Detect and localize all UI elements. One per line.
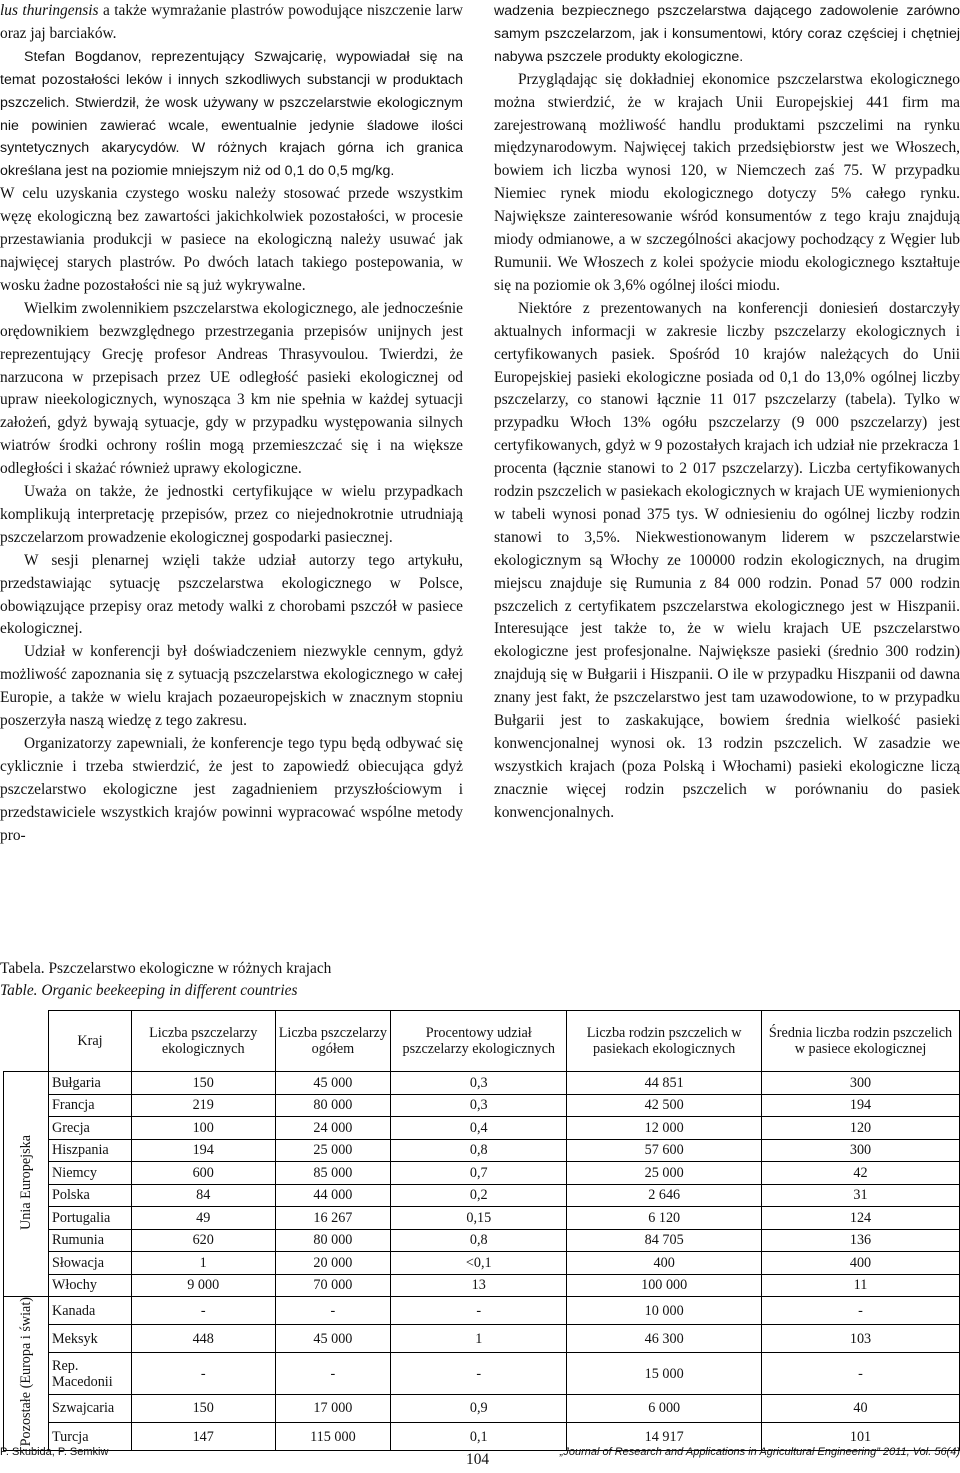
value-cell: 100 000 (567, 1274, 762, 1297)
column-header: Średnia liczba rodzin pszczelich w pasiece ekologicznej (762, 1011, 960, 1072)
table-row (4, 1184, 960, 1207)
value-cell: 11 (762, 1274, 960, 1297)
value-cell: 0,8 (391, 1229, 567, 1252)
paragraph: Stefan Bogdanov, reprezentujący Szwajcarię, wypowiadał się na temat pozostałości leków i innych szkodliwych substancji w produktach pszczelich. Stwierdził, że wosk używany w pszczelarstwie ekologicznym nie powinien zawierać wcale, ewentualnie jedynie śladowe ilości syntetycznych akarycydów. W różnych krajach górna ich granica określana jest na poziomie mniejszym niż od 0,1 do 0,5 mg/kg. (0, 48, 463, 180)
value-cell: 42 500 (567, 1094, 762, 1117)
value-cell: 46 300 (567, 1325, 762, 1353)
value-cell: 0,8 (391, 1139, 567, 1162)
value-cell: - (391, 1297, 567, 1325)
table-row (4, 1353, 960, 1394)
table-header-row (4, 1011, 960, 1072)
country-cell: Rep. Macedonii (49, 1353, 132, 1394)
value-cell: 20 000 (275, 1252, 391, 1275)
row-group-label (4, 1297, 49, 1451)
value-cell: 45 000 (275, 1072, 391, 1095)
value-cell: - (762, 1297, 960, 1325)
header-spacer (4, 1011, 49, 1072)
country-cell: Grecja (49, 1117, 132, 1140)
left-text-column (0, 0, 463, 848)
value-cell: 10 000 (567, 1297, 762, 1325)
country-cell: Portugalia (49, 1207, 132, 1230)
value-cell: 44 000 (275, 1184, 391, 1207)
row-group-label (4, 1072, 49, 1297)
value-cell: 194 (131, 1139, 275, 1162)
value-cell: 150 (131, 1072, 275, 1095)
table-row (4, 1297, 960, 1325)
value-cell: 80 000 (275, 1094, 391, 1117)
group-label-text: Unia Europejska (18, 1134, 34, 1230)
value-cell: 0,7 (391, 1162, 567, 1185)
value-cell: 16 267 (275, 1207, 391, 1230)
value-cell: 80 000 (275, 1229, 391, 1252)
value-cell: 6 000 (567, 1394, 762, 1422)
right-text-column (494, 0, 960, 825)
caption-polish: Tabela. Pszczelarstwo ekologiczne w różnych krajach (0, 960, 332, 977)
value-cell: 24 000 (275, 1117, 391, 1140)
value-cell: 400 (762, 1252, 960, 1275)
value-cell: 600 (131, 1162, 275, 1185)
value-cell: 100 (131, 1117, 275, 1140)
value-cell: 115 000 (275, 1423, 391, 1451)
value-cell: 25 000 (567, 1162, 762, 1185)
value-cell: 103 (762, 1325, 960, 1353)
value-cell: 0,4 (391, 1117, 567, 1140)
value-cell: - (275, 1297, 391, 1325)
value-cell: 0,2 (391, 1184, 567, 1207)
paragraph: W sesji plenarnej wzięli także udział autorzy tego artykułu, przedstawiając sytuację pszczelarstwa ekologicznego w Polsce, obowiązujące przepisy oraz metody walki z chorobami pszczół w pasiece ekologicznej. (0, 551, 463, 638)
value-cell: 9 000 (131, 1274, 275, 1297)
value-cell: 6 120 (567, 1207, 762, 1230)
country-cell: Polska (49, 1184, 132, 1207)
value-cell: 2 646 (567, 1184, 762, 1207)
country-cell: Rumunia (49, 1229, 132, 1252)
column-header: Liczba pszczelarzy ogółem (275, 1011, 391, 1072)
footer-journal: „Journal of Research and Applications in Agricultural Engineering” 2011, Vol. 56(4) (559, 1446, 960, 1458)
value-cell: - (391, 1353, 567, 1394)
value-cell: - (131, 1297, 275, 1325)
value-cell: 300 (762, 1139, 960, 1162)
value-cell: 0,3 (391, 1072, 567, 1095)
organic-beekeeping-table (3, 1010, 960, 1451)
value-cell: 219 (131, 1094, 275, 1117)
country-cell: Słowacja (49, 1252, 132, 1275)
column-header: Liczba pszczelarzy ekologicznych (131, 1011, 275, 1072)
value-cell: 0,1 (391, 1423, 567, 1451)
table-row (4, 1207, 960, 1230)
value-cell: 400 (567, 1252, 762, 1275)
value-cell: 120 (762, 1117, 960, 1140)
country-cell: Francja (49, 1094, 132, 1117)
country-cell: Bułgaria (49, 1072, 132, 1095)
table-row (4, 1274, 960, 1297)
value-cell: 44 851 (567, 1072, 762, 1095)
group-label-text: Pozostałe (Europa i świat) (18, 1297, 34, 1447)
footer-authors: P. Skubida, P. Semkiw (0, 1446, 109, 1458)
value-cell: 57 600 (567, 1139, 762, 1162)
table-row (4, 1162, 960, 1185)
value-cell: 300 (762, 1072, 960, 1095)
paragraph: Przyglądając się dokładniej ekonomice pszczelarstwa ekologicznego można stwierdzić, że w krajach Unii Europejskiej 441 firm ma zarejestrowaną możliwość handlu produktami pszczelimi na rynku międzynarodowym. Najwięcej takich przedsiębiorstw jest we Włoszech, bowiem ich liczba wynosi 120, w Niemczech zaś 75. W przypadku Niemiec rynek miodu ekologicznego dotyczy 5% całego rynku. Największe zainteresowanie wśród konsumentów z tego kraju znajdują miody odmianowe, a w szczególności akacjowy pochodzący z Węgier lub Rumunii. We Włoszech z kolei spożycie miodu ekologicznego kształtuje się na poziomie ok 3,6% ogólnej ilości miodu. (494, 70, 960, 294)
page-number: 104 (466, 1451, 490, 1468)
value-cell: 1 (131, 1252, 275, 1275)
table-row (4, 1094, 960, 1117)
value-cell: 84 (131, 1184, 275, 1207)
paragraph: Niektóre z prezentowanych na konferencji doniesień dostarczyły aktualnych informacji w zakresie liczby pszczelarzy ekologicznych i certyfikowanych pasiek. Spośród 10 krajów należących do Unii Europejskiej pasieki ekologiczne posiada od 0,1 do 13,0% ogólnej liczby pszczelarzy, co stanowi łącznie 11 017 pszczelarzy (tabela). Tylko w przypadku Włoch 13% ogółu pszczelarzy (9 000 pszczelarzy) jest certyfikowanych, gdyż w 9 pozostałych krajach ich udział nie przekracza 1 procenta (łącznie stanowi to 2 017 pszczelarzy). Liczba certyfikowanych rodzin pszczelich w pasiekach ekologicznych w krajach UE wymienionych w tabeli wynosi ponad 375 tys. W odniesieniu do ogólnej liczby rodzin stanowi to 3,5%. Niekwestionowanym liderem w pszczelarstwie ekologicznym są Włochy ze 100000 rodzin ekologicznych, na drugim miejscu znajduje się Rumunia z 84 000 rodzin. Ponad 57 000 rodzin pszczelich z certyfikatem pszczelarstwa ekologicznego jest w Hiszpanii. Interesujące jest także to, że w wielu krajach UE pszczelarstwo ekologiczne jest profesjonalne. Największe pasieki (średnio 300 rodzin) znajdują się w Bułgarii i Hiszpanii. O ile w przypadku Hiszpanii od dawna znany jest fakt, że pszczelarstwo jest tam uzawodowione, to w przypadku Bułgarii jest to zaskakujące, bowiem średnia wielkość pasieki konwencjonalnej wynosi ok. 13 rodzin pszczelich. W zasadzie we wszystkich krajach (poza Polską i Włochami) pasieki ekologiczne liczą znacznie więcej rodzin pszczelich w porównaniu do pasiek konwencjonalnych. (494, 299, 960, 821)
paragraph: Uważa on także, że jednostki certyfikujące w wielu przypadkach komplikują interpretację przepisów, przez co niejednokrotnie utrudniają pszczelarzom prowadzenie ekologicznej gospodarki pasiecznej. (0, 483, 463, 546)
paragraph: wadzenia bezpiecznego pszczelarstwa dającego zadowolenie zarówno samym pszczelarzom, jak i konsumentowi, który coraz częściej i chętniej nabywa pszczele produkty ekologiczne. (494, 3, 960, 65)
value-cell: - (275, 1353, 391, 1394)
value-cell: 17 000 (275, 1394, 391, 1422)
table-row (4, 1072, 960, 1095)
value-cell: 0,3 (391, 1094, 567, 1117)
value-cell: 101 (762, 1423, 960, 1451)
caption-english: Table. Organic beekeeping in different countries (0, 982, 298, 999)
column-header: Liczba rodzin pszczelich w pasiekach ekologicznych (567, 1011, 762, 1072)
value-cell: 124 (762, 1207, 960, 1230)
value-cell: 136 (762, 1229, 960, 1252)
value-cell: 84 705 (567, 1229, 762, 1252)
paragraph: Organizatorzy zapewniali, że konferencje tego typu będą odbywać się cyklicznie i trzeba stwierdzić, że jest to zapowiedź obiecująca gdyż pszczelarstwo ekologiczne jest zagadnieniem przyszłościowym i przedstawiciele wszystkich krajów powinni wypracować wspólne metody pro- (0, 735, 463, 844)
column-header: Procentowy udział pszczelarzy ekologicznych (391, 1011, 567, 1072)
country-cell: Włochy (49, 1274, 132, 1297)
value-cell: <0,1 (391, 1252, 567, 1275)
country-cell: Niemcy (49, 1162, 132, 1185)
value-cell: 13 (391, 1274, 567, 1297)
value-cell: 0,15 (391, 1207, 567, 1230)
paragraph: W celu uzyskania czystego wosku należy stosować przede wszystkim węzę ekologiczną bez zawartości jakichkolwiek pozostałości, w procesie przestawiania produkcji w pasiece na ekologiczną należy usuwać jak najwięcej starych plastrów. Po dwóch latach takiego postepowania, w wosku żadne pozostałości nie są już wykrywalne. (0, 185, 463, 294)
value-cell: 1 (391, 1325, 567, 1353)
table-row (4, 1394, 960, 1422)
value-cell: 49 (131, 1207, 275, 1230)
value-cell: 194 (762, 1094, 960, 1117)
table-row (4, 1325, 960, 1353)
column-header: Kraj (49, 1011, 132, 1072)
value-cell: 70 000 (275, 1274, 391, 1297)
value-cell: 14 917 (567, 1423, 762, 1451)
value-cell: - (762, 1353, 960, 1394)
table-row (4, 1139, 960, 1162)
value-cell: 147 (131, 1423, 275, 1451)
country-cell: Kanada (49, 1297, 132, 1325)
country-cell: Turcja (49, 1423, 132, 1451)
value-cell: 42 (762, 1162, 960, 1185)
table-caption (0, 958, 331, 1002)
value-cell: - (131, 1353, 275, 1394)
value-cell: 0,9 (391, 1394, 567, 1422)
country-cell: Meksyk (49, 1325, 132, 1353)
value-cell: 12 000 (567, 1117, 762, 1140)
value-cell: 620 (131, 1229, 275, 1252)
table-row (4, 1117, 960, 1140)
value-cell: 15 000 (567, 1353, 762, 1394)
value-cell: 85 000 (275, 1162, 391, 1185)
value-cell: 40 (762, 1394, 960, 1422)
value-cell: 31 (762, 1184, 960, 1207)
table-row (4, 1252, 960, 1275)
value-cell: 448 (131, 1325, 275, 1353)
paragraph: Udział w konferencji był doświadczeniem niezwykle cennym, gdyż możliwość zapoznania się z sytuacją pszczelarstwa ekologicznego w całej Europie, a także w wielu krajach pozaeuropejskich w znacznym stopniu poszerzyła naszą wiedzę z tego zakresu. (0, 643, 463, 730)
value-cell: 25 000 (275, 1139, 391, 1162)
paragraph: Wielkim zwolennikiem pszczelarstwa ekologicznego, ale jednocześnie orędownikiem bezwzględnego przestrzegania przepisów unijnych jest reprezentujący Grecję profesor Andreas Thrasyvoulou. Twierdzi, że narzucona w przepisach przez UE odległość pasieki ekologicznej od upraw nieekologicznych, wynosząca 3 km nie spełnia w każdej sytuacji założeń, gdyż bywają sytuacje, gdy w przypadku występowania silnych wiatrów środki ochrony roślin mogą przemieszczać się i na większe odległości i skażać również uprawy ekologiczne. (0, 299, 463, 478)
country-cell: Szwajcaria (49, 1394, 132, 1422)
value-cell: 150 (131, 1394, 275, 1422)
table-row (4, 1229, 960, 1252)
paragraph: lus thuringensis a także wymrażanie plastrów powodujące niszczenie larw oraz jaj barciaków. (0, 2, 463, 42)
country-cell: Hiszpania (49, 1139, 132, 1162)
value-cell: 45 000 (275, 1325, 391, 1353)
